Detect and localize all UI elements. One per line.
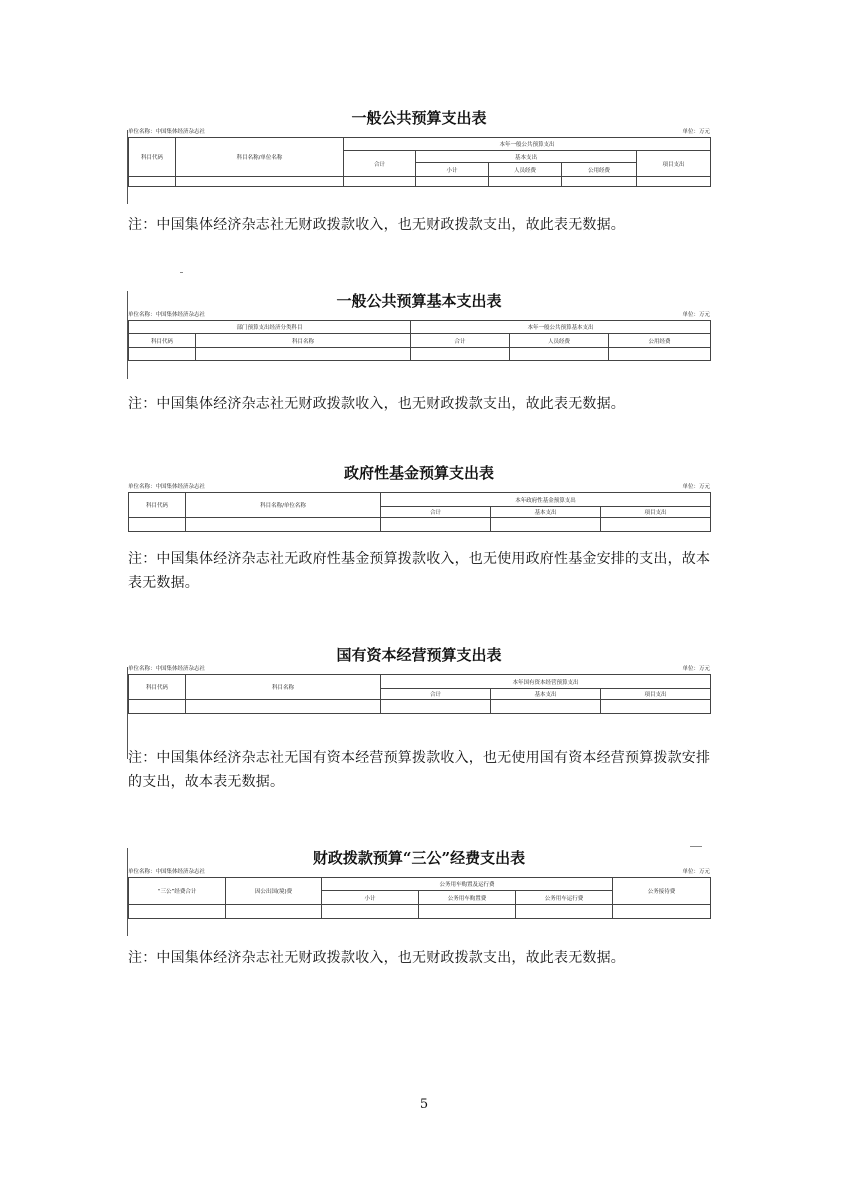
header-project: 项目支出 — [637, 151, 711, 177]
header-project: 项目支出 — [601, 507, 711, 518]
table-row — [129, 348, 711, 361]
header-abroad: 因公出国(境)费 — [226, 878, 322, 905]
unit-name: 单位名称：中国集体经济杂志社 — [128, 666, 206, 672]
unit-label: 单位：万元 — [682, 129, 710, 135]
unit-label: 单位：万元 — [682, 484, 710, 490]
header-operation: 公务用车运行费 — [516, 891, 613, 905]
left-rule — [127, 291, 128, 379]
header-group: 本年政府性基金预算支出 — [381, 493, 711, 507]
header-code: 科目代码 — [129, 138, 176, 177]
table-section-government-fund — [128, 463, 710, 532]
header-group: 本年国有资本经营预算支出 — [381, 675, 711, 689]
unit-label: 单位：万元 — [682, 869, 710, 875]
note-2: 注：中国集体经济杂志社无财政拨款收入，也无财政拨款支出，故此表无数据。 — [128, 396, 625, 412]
unit-name: 单位名称：中国集体经济杂志社 — [128, 312, 206, 318]
header-group: 本年一般公共预算支出 — [344, 138, 711, 151]
header-total: 合计 — [381, 507, 491, 518]
header-sangong-total: “三公”经费合计 — [129, 878, 226, 905]
table-row — [129, 700, 711, 714]
unit-label: 单位：万元 — [682, 666, 710, 672]
table-row — [129, 905, 711, 919]
header-personnel: 人员经费 — [489, 163, 562, 177]
header-personnel: 人员经费 — [510, 334, 609, 348]
table-title: 政府性基金预算支出表 — [343, 464, 494, 482]
header-vehicle-group: 公务用车购置及运行费 — [322, 878, 613, 891]
header-subtotal: 小计 — [416, 163, 489, 177]
table-title: 一般公共预算支出表 — [351, 109, 487, 127]
header-class: 部门预算支出经济分类科目 — [129, 321, 411, 334]
note-3: 注：中国集体经济杂志社无政府性基金预算拨款收入，也无使用政府性基金安排的支出，故本表无数据。 — [128, 551, 711, 591]
general-budget-table — [128, 137, 711, 187]
table-row — [129, 518, 711, 532]
note-5: 注：中国集体经济杂志社无财政拨款收入，也无财政拨款支出，故此表无数据。 — [128, 950, 625, 966]
header-basic: 基本支出 — [416, 151, 637, 163]
table-title: 国有资本经营预算支出表 — [336, 646, 502, 664]
left-rule — [127, 130, 128, 204]
header-basic: 基本支出 — [491, 507, 601, 518]
header-name: 科目名称/单位名称 — [186, 493, 381, 518]
left-rule — [127, 848, 128, 936]
header-name: 科目名称/单位名称 — [176, 138, 344, 177]
table-section-basic-expenditure — [128, 291, 710, 361]
header-total: 合计 — [381, 689, 491, 700]
header-public: 公用经费 — [609, 334, 711, 348]
header-code: 科目代码 — [129, 493, 186, 518]
header-project: 项目支出 — [601, 689, 711, 700]
scan-mark — [690, 846, 702, 847]
table-section-general-budget — [128, 108, 710, 187]
government-fund-table — [128, 492, 711, 532]
table-section-state-capital — [128, 645, 710, 714]
header-public: 公用经费 — [562, 163, 637, 177]
header-reception: 公务接待费 — [613, 878, 711, 905]
header-code: 科目代码 — [129, 334, 196, 348]
header-group: 本年一般公共预算基本支出 — [411, 321, 711, 334]
table-title: 一般公共预算基本支出表 — [336, 292, 502, 310]
state-capital-table — [128, 674, 711, 714]
header-purchase: 公务用车购置费 — [419, 891, 516, 905]
header-basic: 基本支出 — [491, 689, 601, 700]
unit-name: 单位名称：中国集体经济杂志社 — [128, 869, 206, 875]
unit-name: 单位名称：中国集体经济杂志社 — [128, 484, 206, 490]
header-total: 合计 — [344, 151, 416, 177]
header-total: 合计 — [411, 334, 510, 348]
header-code: 科目代码 — [129, 675, 186, 700]
unit-name: 单位名称：中国集体经济杂志社 — [128, 129, 206, 135]
unit-label: 单位：万元 — [682, 312, 710, 318]
three-public-table — [128, 877, 711, 919]
note-4: 注：中国集体经济杂志社无国有资本经营预算拨款收入，也无使用国有资本经营预算拨款安排的支出，故本表无数据。 — [128, 750, 711, 790]
header-subtotal: 小计 — [322, 891, 419, 905]
scan-mark — [180, 272, 183, 273]
note-1: 注：中国集体经济杂志社无财政拨款收入，也无财政拨款支出，故此表无数据。 — [128, 217, 625, 233]
table-title: 财政拨款预算“三公”经费支出表 — [312, 849, 526, 867]
page-number: 5 — [419, 1097, 429, 1112]
header-name: 科目名称 — [186, 675, 381, 700]
header-name: 科目名称 — [196, 334, 411, 348]
table-row — [129, 177, 711, 187]
basic-expenditure-table — [128, 320, 711, 361]
table-section-three-public — [128, 848, 710, 919]
